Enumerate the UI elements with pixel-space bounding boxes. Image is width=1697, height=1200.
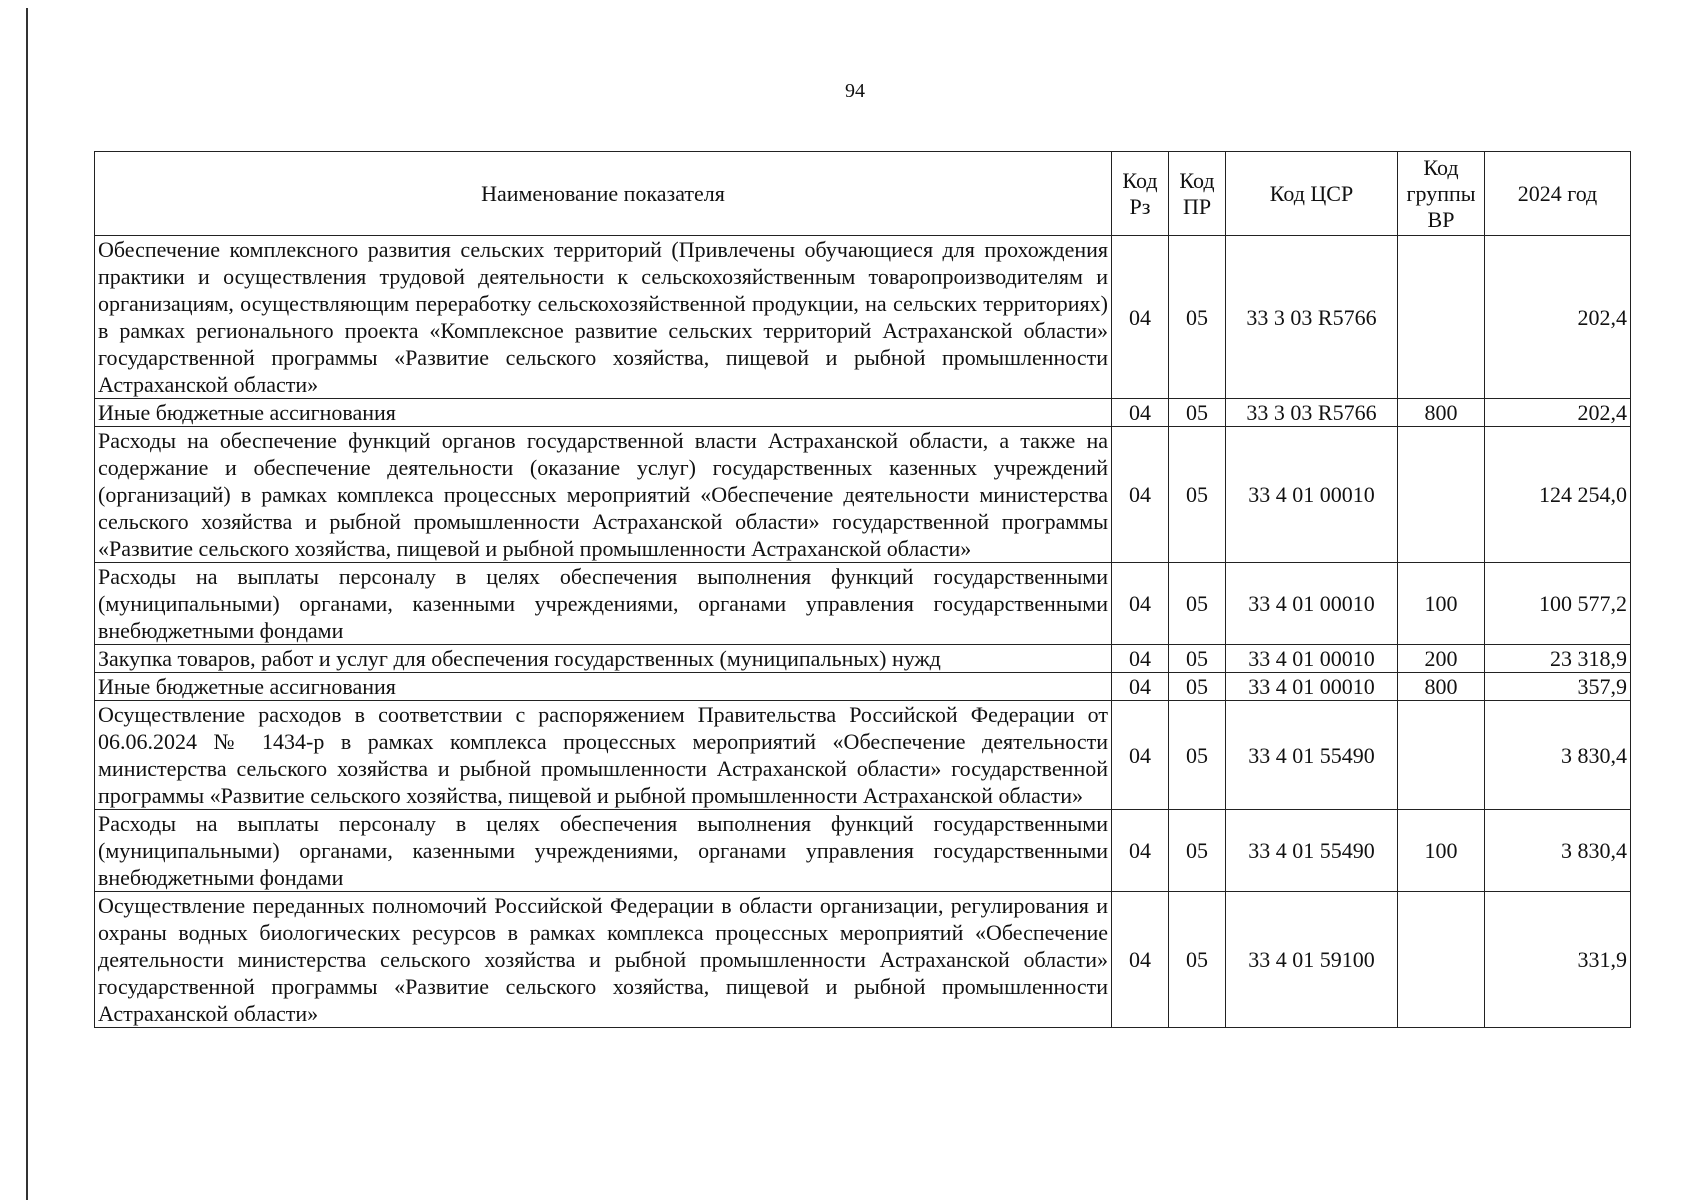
table-row <box>95 645 1631 673</box>
row-rz: 04 <box>1112 427 1169 563</box>
table-row <box>95 236 1631 399</box>
table-row <box>95 892 1631 1028</box>
header-name: Наименование показателя <box>95 152 1112 236</box>
row-rz: 04 <box>1112 399 1169 427</box>
row-year: 331,9 <box>1485 892 1631 1028</box>
row-csr: 33 4 01 00010 <box>1226 645 1398 673</box>
row-csr: 33 4 01 00010 <box>1226 427 1398 563</box>
row-year: 3 830,4 <box>1485 701 1631 810</box>
row-name: Иные бюджетные ассигнования <box>95 673 1112 701</box>
row-year: 202,4 <box>1485 236 1631 399</box>
row-vr <box>1398 427 1485 563</box>
row-pr: 05 <box>1169 810 1226 892</box>
row-csr: 33 4 01 55490 <box>1226 810 1398 892</box>
left-margin-rule <box>26 8 28 1200</box>
header-rz: Код Рз <box>1112 152 1169 236</box>
row-year: 100 577,2 <box>1485 563 1631 645</box>
row-name: Обеспечение комплексного развития сельских территорий (Привлечены обучающиеся для прохождения практики и осуществления трудовой деятельности к сельскохозяйственным товаропроизводителям и организациям, осуществляющим переработку сельскохозяйственной продукции, на сельских территориях) в рамках регионального проекта «Комплексное развитие сельских территорий Астраханской области» государственной программы «Развитие сельского хозяйства, пищевой и рыбной промышленности Астраханской области» <box>95 236 1112 399</box>
row-rz: 04 <box>1112 701 1169 810</box>
row-year: 23 318,9 <box>1485 645 1631 673</box>
row-year: 3 830,4 <box>1485 810 1631 892</box>
row-pr: 05 <box>1169 236 1226 399</box>
row-name: Расходы на обеспечение функций органов государственной власти Астраханской области, а также на содержание и обеспечение деятельности (оказание услуг) государственных казенных учреждений (организаций) в рамках комплекса процессных мероприятий «Обеспечение деятельности министерства сельского хозяйства и рыбной промышленности Астраханской области» государственной программы «Развитие сельского хозяйства, пищевой и рыбной промышленности Астраханской области» <box>95 427 1112 563</box>
row-name: Осуществление переданных полномочий Российской Федерации в области организации, регулирования и охраны водных биологических ресурсов в рамках комплекса процессных мероприятий «Обеспечение деятельности министерства сельского хозяйства и рыбной промышленности Астраханской области» государственной программы «Развитие сельского хозяйства, пищевой и рыбной промышленности Астраханской области» <box>95 892 1112 1028</box>
table-row <box>95 810 1631 892</box>
header-pr: Код ПР <box>1169 152 1226 236</box>
row-rz: 04 <box>1112 563 1169 645</box>
row-pr: 05 <box>1169 673 1226 701</box>
row-vr: 200 <box>1398 645 1485 673</box>
row-csr: 33 4 01 55490 <box>1226 701 1398 810</box>
row-year: 124 254,0 <box>1485 427 1631 563</box>
row-year: 357,9 <box>1485 673 1631 701</box>
row-csr: 33 3 03 R5766 <box>1226 236 1398 399</box>
row-rz: 04 <box>1112 236 1169 399</box>
row-csr: 33 4 01 00010 <box>1226 673 1398 701</box>
header-csr: Код ЦСР <box>1226 152 1398 236</box>
row-pr: 05 <box>1169 563 1226 645</box>
row-csr: 33 4 01 59100 <box>1226 892 1398 1028</box>
row-pr: 05 <box>1169 701 1226 810</box>
row-name: Закупка товаров, работ и услуг для обеспечения государственных (муниципальных) нужд <box>95 645 1112 673</box>
row-vr: 100 <box>1398 810 1485 892</box>
row-rz: 04 <box>1112 673 1169 701</box>
row-rz: 04 <box>1112 645 1169 673</box>
row-csr: 33 4 01 00010 <box>1226 563 1398 645</box>
row-pr: 05 <box>1169 645 1226 673</box>
page-number: 94 <box>845 80 865 102</box>
row-vr <box>1398 701 1485 810</box>
row-pr: 05 <box>1169 399 1226 427</box>
table-row <box>95 673 1631 701</box>
row-vr <box>1398 892 1485 1028</box>
row-rz: 04 <box>1112 810 1169 892</box>
row-name: Расходы на выплаты персоналу в целях обеспечения выполнения функций государственными (муниципальными) органами, казенными учреждениями, органами управления государственными внебюджетными фондами <box>95 810 1112 892</box>
budget-table <box>94 151 1631 1028</box>
row-name: Иные бюджетные ассигнования <box>95 399 1112 427</box>
row-csr: 33 3 03 R5766 <box>1226 399 1398 427</box>
row-year: 202,4 <box>1485 399 1631 427</box>
row-vr: 800 <box>1398 399 1485 427</box>
header-vr: Код группы ВР <box>1398 152 1485 236</box>
row-vr: 800 <box>1398 673 1485 701</box>
table-row <box>95 399 1631 427</box>
table-row <box>95 427 1631 563</box>
row-pr: 05 <box>1169 892 1226 1028</box>
row-vr: 100 <box>1398 563 1485 645</box>
table-row <box>95 563 1631 645</box>
table-row <box>95 701 1631 810</box>
row-name: Расходы на выплаты персоналу в целях обеспечения выполнения функций государственными (муниципальными) органами, казенными учреждениями, органами управления государственными внебюджетными фондами <box>95 563 1112 645</box>
row-name: Осуществление расходов в соответствии с распоряжением Правительства Российской Федерации от 06.06.2024 № 1434-р в рамках комплекса процессных мероприятий «Обеспечение деятельности министерства сельского хозяйства и рыбной промышленности Астраханской области» государственной программы «Развитие сельского хозяйства, пищевой и рыбной промышленности Астраханской области» <box>95 701 1112 810</box>
header-year: 2024 год <box>1485 152 1631 236</box>
table-header-row <box>95 152 1631 236</box>
row-pr: 05 <box>1169 427 1226 563</box>
row-vr <box>1398 236 1485 399</box>
row-rz: 04 <box>1112 892 1169 1028</box>
